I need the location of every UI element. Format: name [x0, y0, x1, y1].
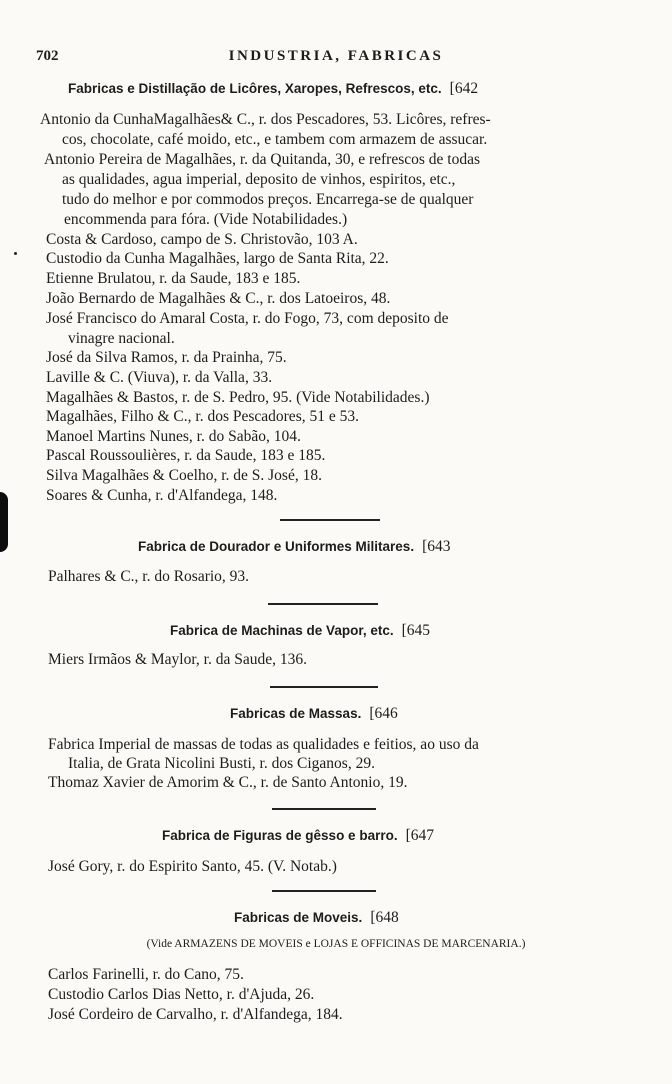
section-title: Fabricas de Massas.: [230, 706, 362, 721]
list-item: Antonio da CunhaMagalhães& C., r. dos Pescadores, 53. Licôres, refres-: [40, 111, 491, 128]
section-title: Fabrica de Figuras de gêsso e barro.: [162, 828, 398, 843]
list-item: José Gory, r. do Espirito Santo, 45. (V. Notab.): [48, 858, 337, 875]
list-item: Manoel Martins Nunes, r. do Sabão, 104.: [46, 428, 301, 445]
list-item: José Cordeiro de Carvalho, r. d'Alfandega, 184.: [48, 1006, 343, 1023]
list-item: Pascal Roussoulières, r. da Saude, 183 e 185.: [46, 447, 326, 464]
list-item: Soares & Cunha, r. d'Alfandega, 148.: [46, 487, 278, 504]
ink-blot: [0, 492, 8, 552]
section-heading-648: [234, 909, 399, 927]
section-title: Fabricas e Distillação de Licôres, Xaropes, Refrescos, etc.: [68, 81, 442, 96]
list-item: Magalhães, Filho & C., r. dos Pescadores, 51 e 53.: [46, 408, 359, 425]
list-item: Etienne Brulatou, r. da Saude, 183 e 185.: [46, 270, 301, 287]
section-divider: [272, 890, 376, 892]
list-item: Miers Irmãos & Maylor, r. da Saude, 136.: [48, 651, 307, 668]
list-item-continuation: encommenda para fóra. (Vide Notabilidades.): [64, 211, 348, 228]
list-item: Magalhães & Bastos, r. de S. Pedro, 95. (Vide Notabilidades.): [46, 389, 430, 406]
running-header: [36, 48, 636, 70]
section-number: [642: [449, 80, 479, 97]
section-divider: [268, 603, 378, 605]
section-divider: [270, 686, 378, 688]
section-number: [646: [369, 705, 398, 722]
list-item: Palhares & C., r. do Rosario, 93.: [48, 568, 250, 585]
section-heading-645: [170, 622, 430, 640]
section-number: [643: [422, 538, 451, 555]
list-item: Thomaz Xavier de Amorim & C., r. de Santo Antonio, 19.: [48, 774, 408, 791]
section-title: Fabrica de Dourador e Uniformes Militares.: [138, 539, 415, 554]
section-title: Fabricas de Moveis.: [234, 910, 363, 925]
list-item: José da Silva Ramos, r. da Prainha, 75.: [46, 349, 287, 366]
section-divider: [280, 519, 380, 521]
section-heading-646: [230, 705, 398, 723]
section-heading-647: [162, 827, 434, 845]
list-item: Laville & C. (Viuva), r. da Valla, 33.: [46, 369, 273, 386]
ink-speck: [14, 252, 17, 255]
list-item-continuation: cos, chocolate, café moido, etc., e tambem com armazem de assucar.: [62, 131, 488, 148]
list-item-continuation: vinagre nacional.: [68, 330, 175, 347]
list-item: Antonio Pereira de Magalhães, r. da Quitanda, 30, e refrescos de todas: [44, 151, 481, 168]
list-item-continuation: as qualidades, agua imperial, deposito de vinhos, espiritos, etc.,: [62, 171, 456, 188]
section-number: [647: [405, 827, 434, 844]
cross-reference-note: (Vide ARMAZENS DE MOVEIS e LOJAS E OFFICINAS DE MARCENARIA.): [146, 938, 526, 950]
list-item-continuation: Italia, de Grata Nicolini Busti, r. dos Ciganos, 29.: [68, 755, 375, 772]
page-number: 702: [36, 48, 59, 64]
list-item: Fabrica Imperial de massas de todas as qualidades e feitios, ao uso da: [48, 736, 479, 753]
list-item: Silva Magalhães & Coelho, r. de S. José, 18.: [46, 467, 322, 484]
section-heading-642: [68, 80, 478, 98]
section-number: [645: [401, 622, 431, 639]
list-item: Custodio Carlos Dias Netto, r. d'Ajuda, 26.: [48, 986, 315, 1003]
list-item: João Bernardo de Magalhães & C., r. dos Latoeiros, 48.: [46, 290, 391, 307]
list-item: José Francisco do Amaral Costa, r. do Fogo, 73, com deposito de: [46, 310, 449, 327]
list-item: Costa & Cardoso, campo de S. Christovão, 103 A.: [46, 231, 358, 248]
section-number: [648: [370, 909, 399, 926]
section-heading-643: [138, 538, 451, 556]
list-item: Custodio da Cunha Magalhães, largo de Santa Rita, 22.: [46, 250, 389, 267]
running-title: INDUSTRIA, FABRICAS: [228, 48, 444, 64]
section-title: Fabrica de Machinas de Vapor, etc.: [170, 623, 394, 638]
list-item-continuation: tudo do melhor e por commodos preços. Encarrega-se de qualquer: [62, 191, 474, 208]
section-divider: [272, 808, 376, 810]
list-item: Carlos Farinelli, r. do Cano, 75.: [48, 966, 244, 983]
